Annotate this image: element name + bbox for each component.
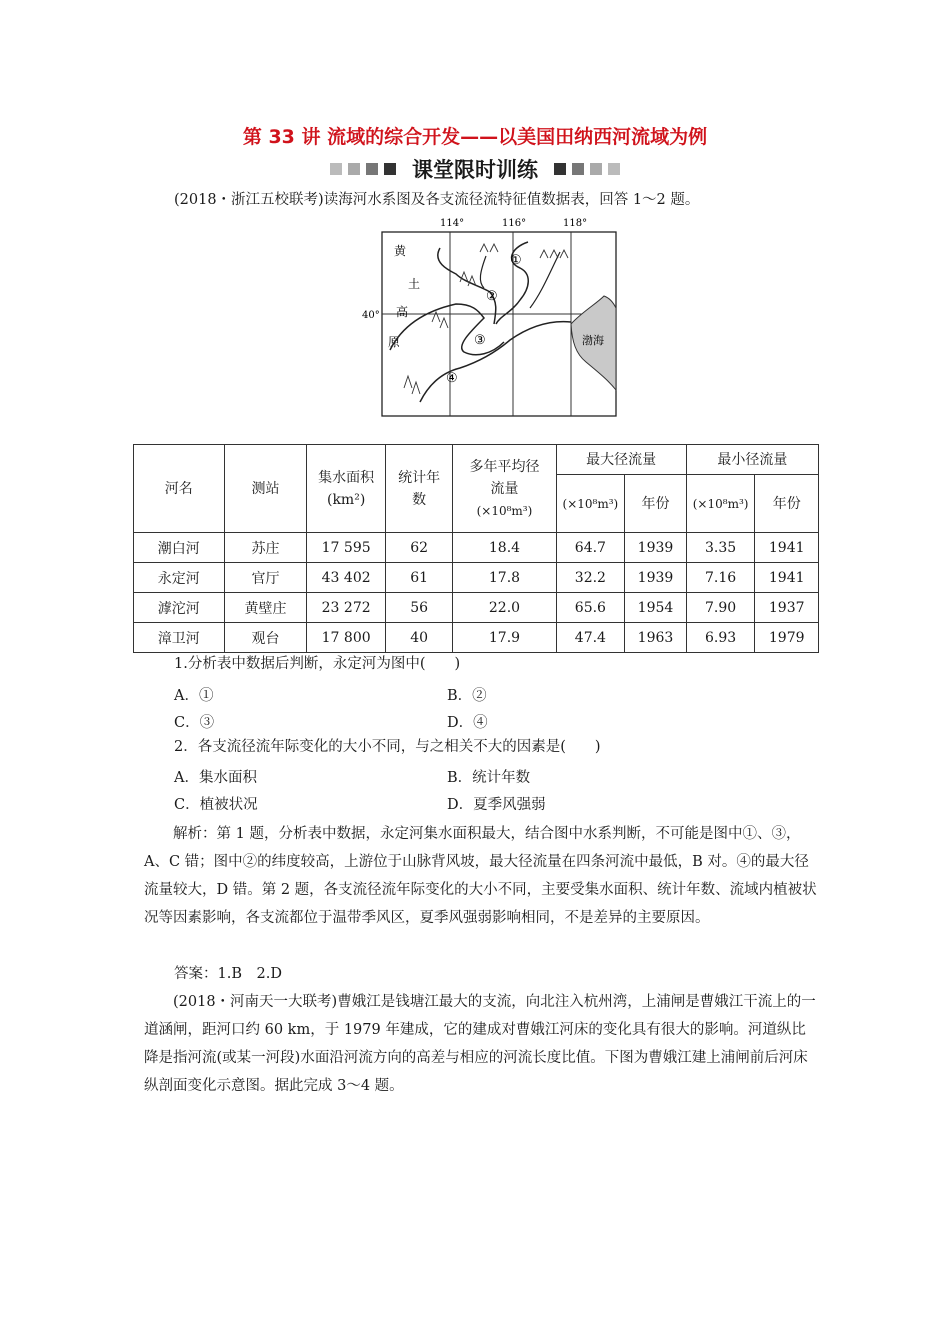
decor-square-icon [572, 163, 584, 175]
region-char: 高 [396, 305, 409, 319]
q2-option-b: B．统计年数 [447, 770, 531, 786]
page-title: 第 33 讲 流域的综合开发——以美国田纳西河流域为例 [242, 126, 708, 148]
decor-square-icon [608, 163, 620, 175]
decor-square-icon [384, 163, 396, 175]
river-marker-1: ① [510, 253, 522, 268]
header-max: 最大径流量 [556, 445, 686, 475]
section-subtitle [0, 154, 950, 184]
river-marker-3: ③ [474, 333, 486, 348]
lon-label-114: 114° [440, 218, 465, 229]
sea-label: 渤海 [582, 334, 604, 347]
river-marker-2: ② [486, 289, 498, 304]
table-row [134, 623, 819, 653]
question-2: 2．各支流径流年际变化的大小不同，与之相关不大的因素是( ) [174, 739, 601, 755]
cell-station: 观台 [224, 623, 307, 653]
header-area [307, 445, 386, 533]
lon-label-118: 118° [563, 218, 588, 229]
cell-river: 潮白河 [134, 533, 225, 563]
decor-square-icon [330, 163, 342, 175]
cell-station: 官厅 [224, 563, 307, 593]
header-avg [453, 445, 556, 533]
cell-max-year: 1963 [625, 623, 687, 653]
header-avg-line1: 多年平均径 [469, 458, 540, 475]
cell-avg: 22.0 [453, 593, 556, 623]
header-area-text: 集水面积(km²) [318, 469, 375, 508]
subtitle-text: 课堂限时训练 [412, 158, 538, 182]
header-years [385, 445, 452, 533]
header-min-year: 年份 [755, 475, 819, 533]
header-avg-line3: (×10⁸m³) [476, 503, 533, 518]
cell-avg: 17.8 [453, 563, 556, 593]
cell-max-year: 1954 [625, 593, 687, 623]
header-river: 河名 [134, 445, 225, 533]
decor-square-icon [554, 163, 566, 175]
cell-years: 62 [385, 533, 452, 563]
cell-years: 61 [385, 563, 452, 593]
cell-max: 32.2 [556, 563, 625, 593]
q1-option-b: B．② [447, 688, 487, 704]
decor-square-icon [590, 163, 602, 175]
cell-max-year: 1939 [625, 533, 687, 563]
answer-line: 答案：1.B 2.D [174, 966, 282, 982]
cell-station: 苏庄 [224, 533, 307, 563]
cell-area: 43 402 [307, 563, 386, 593]
cell-area: 23 272 [307, 593, 386, 623]
cell-years: 56 [385, 593, 452, 623]
cell-area: 17 800 [307, 623, 386, 653]
cell-min-year: 1941 [755, 563, 819, 593]
region-char: 土 [408, 277, 421, 291]
cell-min-year: 1979 [755, 623, 819, 653]
region-char: 黄 [394, 244, 407, 258]
cell-max: 65.6 [556, 593, 625, 623]
question-1: 1.分析表中数据后判断，永定河为图中( ) [174, 656, 461, 672]
header-station: 测站 [224, 445, 307, 533]
header-max-year: 年份 [625, 475, 687, 533]
header-max-unit: (×10⁸m³) [556, 475, 625, 533]
header-years-text: 统计年数 [398, 469, 441, 508]
q2-option-c: C．植被状况 [174, 797, 258, 813]
decor-square-icon [366, 163, 378, 175]
q1-option-d: D．④ [447, 715, 488, 731]
q1-option-a: A．① [174, 688, 214, 704]
intro-paragraph-1: (2018・浙江五校联考)读海河水系图及各支流径流特征值数据表，回答 1～2 题。 [174, 192, 700, 208]
q1-option-c: C．③ [174, 715, 215, 731]
cell-min-year: 1937 [755, 593, 819, 623]
table-row [134, 593, 819, 623]
cell-area: 17 595 [307, 533, 386, 563]
q2-option-d: D．夏季风强弱 [447, 797, 546, 813]
intro-paragraph-2: (2018・河南天一大联考)曹娥江是钱塘江最大的支流，向北注入杭州湾，上浦闸是曹娥江干流上的一道涵闸，距河口约 60 km，于 1979 年建成，它的建成对曹娥江河床的变化具有很大的影响。河道纵比降是指河流(或某一河段)水面沿河流方向的高差与相应的河流长度比值。下图为曹娥江建上浦闸前后河床纵剖面变化示意图。据此完成 3～4 题。 [144, 994, 816, 1094]
cell-river: 永定河 [134, 563, 225, 593]
decor-square-icon [348, 163, 360, 175]
cell-river: 滹沱河 [134, 593, 225, 623]
cell-max: 64.7 [556, 533, 625, 563]
lat-label-40: 40° [362, 310, 380, 321]
cell-avg: 18.4 [453, 533, 556, 563]
cell-max: 47.4 [556, 623, 625, 653]
cell-min: 7.16 [686, 563, 755, 593]
analysis-paragraph: 解析：第 1 题，分析表中数据，永定河集水面积最大，结合图中水系判断，不可能是图中①、③，A、C 错；图中②的纬度较高，上游位于山脉背风坡，最大径流量在四条河流中最低，B 对。④的最大径流量较大，D 错。第 2 题，各支流径流年际变化的大小不同，主要受集水面积、统计年数、流域内植被状况等因素影响，各支流都位于温带季风区，夏季风强弱影响相同，不是差异的主要原因。 [144, 826, 817, 926]
cell-min: 6.93 [686, 623, 755, 653]
region-char: 原 [388, 335, 401, 349]
cell-max-year: 1939 [625, 563, 687, 593]
table-row [134, 533, 819, 563]
cell-river: 漳卫河 [134, 623, 225, 653]
cell-min: 7.90 [686, 593, 755, 623]
river-marker-4: ④ [446, 371, 458, 386]
header-avg-line2: 流量 [490, 480, 519, 497]
header-min: 最小径流量 [686, 445, 818, 475]
cell-station: 黄壁庄 [224, 593, 307, 623]
cell-min-year: 1941 [755, 533, 819, 563]
runoff-data-table [133, 444, 819, 653]
haihe-river-map [360, 212, 630, 422]
cell-avg: 17.9 [453, 623, 556, 653]
header-min-unit: (×10⁸m³) [686, 475, 755, 533]
lon-label-116: 116° [502, 218, 527, 229]
q2-option-a: A．集水面积 [174, 770, 257, 786]
cell-years: 40 [385, 623, 452, 653]
cell-min: 3.35 [686, 533, 755, 563]
table-row [134, 563, 819, 593]
